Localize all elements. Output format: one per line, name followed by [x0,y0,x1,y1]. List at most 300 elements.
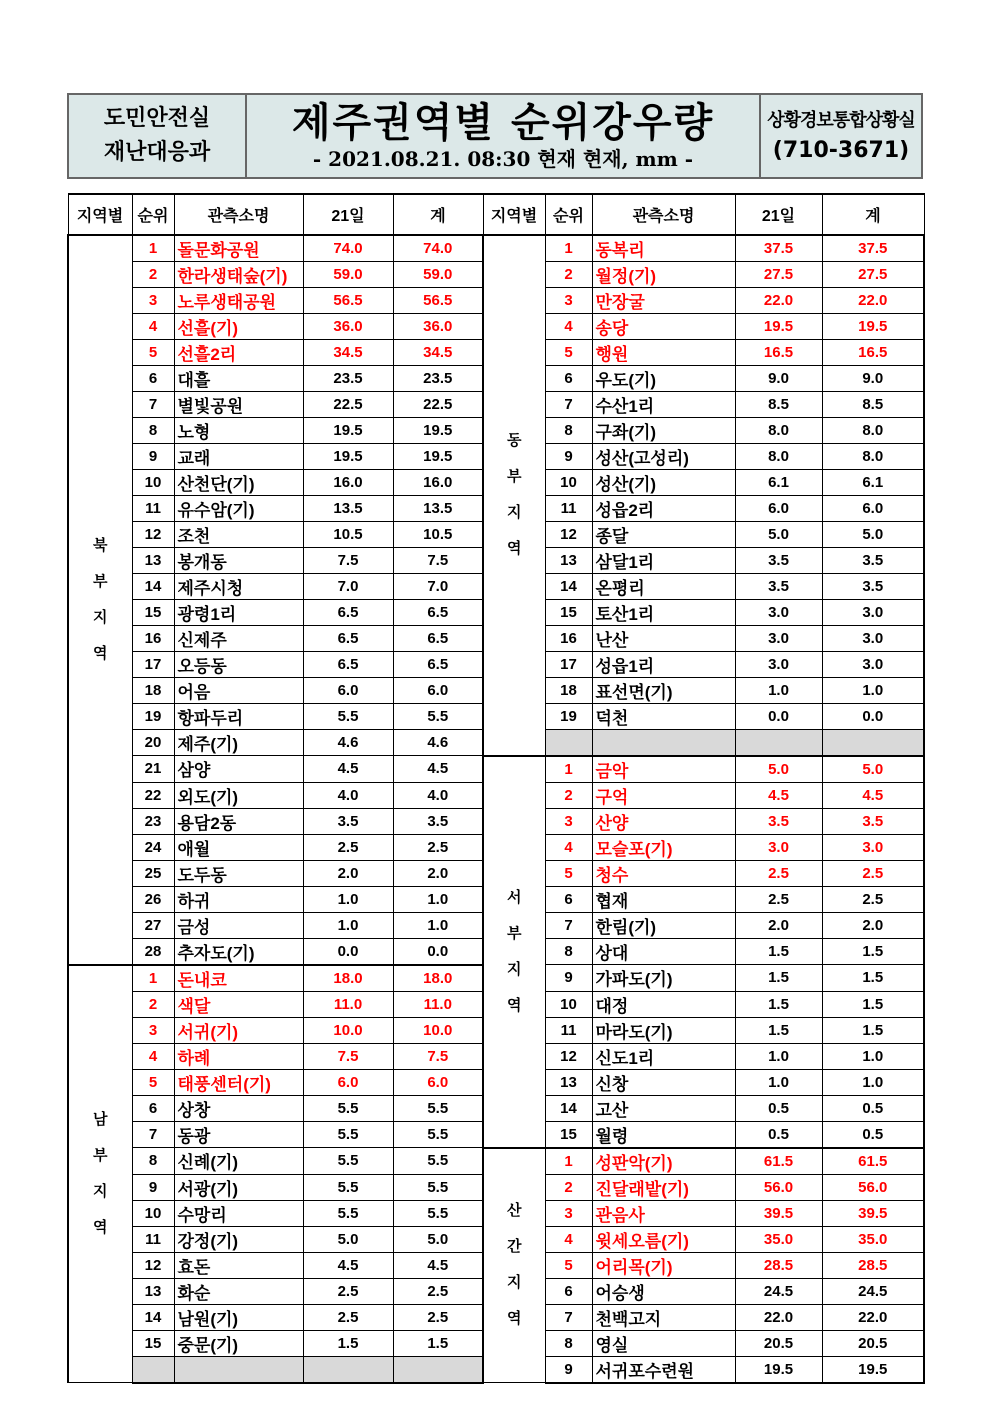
total-rainfall-cell: 4.0 [393,782,483,808]
rank-cell: 6 [545,886,592,912]
day-rainfall-cell: 3.0 [735,600,822,626]
region-label [483,756,545,1148]
day-rainfall-cell: 3.0 [735,626,822,652]
region-label-text: 북부지역 [93,536,108,662]
rank-cell: 3 [545,808,592,834]
station-name-cell: 성산(기) [592,470,735,496]
rank-cell: 6 [545,1278,592,1304]
station-name-cell: 대정 [592,991,735,1017]
rank-cell: 22 [132,782,174,808]
rank-cell: 19 [132,704,174,730]
rank-cell: 14 [132,1304,174,1330]
empty-cell [393,1356,483,1383]
station-name-cell: 한림(기) [592,912,735,938]
total-rainfall-cell: 5.0 [822,756,924,783]
total-rainfall-cell: 5.0 [822,522,924,548]
total-rainfall-cell: 6.0 [393,1069,483,1095]
station-name-cell: 봉개동 [174,548,303,574]
total-rainfall-cell: 59.0 [393,262,483,288]
station-name-cell: 삼달1리 [592,548,735,574]
day-rainfall-cell: 6.5 [303,600,393,626]
day-rainfall-cell: 0.0 [303,938,393,965]
rank-cell: 3 [132,1017,174,1043]
day-rainfall-cell: 0.5 [735,1121,822,1148]
rank-cell: 1 [545,1148,592,1175]
station-name-cell: 온평리 [592,574,735,600]
station-name-cell: 송당 [592,314,735,340]
rank-cell: 11 [545,496,592,522]
total-rainfall-cell: 4.6 [393,730,483,756]
station-name-cell: 산천단(기) [174,470,303,496]
day-rainfall-cell: 5.0 [735,756,822,783]
station-name-cell: 행원 [592,340,735,366]
office-name: 상황경보통합상황실 [767,110,915,131]
rank-cell: 5 [132,340,174,366]
station-name-cell: 난산 [592,626,735,652]
station-name-cell: 신례(기) [174,1148,303,1175]
rank-cell: 2 [545,262,592,288]
day-rainfall-cell: 34.5 [303,340,393,366]
rank-cell: 10 [132,470,174,496]
total-rainfall-cell: 5.0 [393,1226,483,1252]
title-box [247,95,761,177]
total-rainfall-cell: 5.5 [393,1095,483,1121]
total-rainfall-cell: 6.5 [393,652,483,678]
station-name-cell: 남원(기) [174,1304,303,1330]
total-rainfall-cell: 2.5 [822,886,924,912]
day-rainfall-cell: 28.5 [735,1252,822,1278]
total-rainfall-cell: 19.5 [822,1356,924,1383]
col-header-region: 지역별 [68,194,132,235]
station-name-cell: 수망리 [174,1200,303,1226]
station-name-cell: 서귀(기) [174,1017,303,1043]
day-rainfall-cell: 4.6 [303,730,393,756]
total-rainfall-cell: 5.5 [393,704,483,730]
rank-cell: 11 [132,496,174,522]
total-rainfall-cell: 24.5 [822,1278,924,1304]
station-name-cell: 우도(기) [592,366,735,392]
rank-cell: 18 [545,678,592,704]
station-name-cell: 하귀 [174,886,303,912]
day-rainfall-cell: 7.5 [303,548,393,574]
rank-cell: 12 [132,1252,174,1278]
rank-cell: 23 [132,808,174,834]
rank-cell: 2 [545,1174,592,1200]
day-rainfall-cell: 22.0 [735,288,822,314]
total-rainfall-cell: 1.5 [822,991,924,1017]
day-rainfall-cell: 1.0 [735,1069,822,1095]
total-rainfall-cell: 16.5 [822,340,924,366]
day-rainfall-cell: 5.0 [303,1226,393,1252]
day-rainfall-cell: 74.0 [303,235,393,262]
day-rainfall-cell: 2.5 [735,860,822,886]
day-rainfall-cell: 56.0 [735,1174,822,1200]
total-rainfall-cell: 34.5 [393,340,483,366]
rank-cell: 12 [545,522,592,548]
station-name-cell: 고산 [592,1095,735,1121]
day-rainfall-cell: 59.0 [303,262,393,288]
total-rainfall-cell: 3.0 [822,626,924,652]
rank-cell: 5 [545,1252,592,1278]
station-name-cell: 금성 [174,912,303,938]
region-label-text: 동부지역 [507,432,522,558]
day-rainfall-cell: 1.5 [735,991,822,1017]
total-rainfall-cell: 39.5 [822,1200,924,1226]
total-rainfall-cell: 28.5 [822,1252,924,1278]
station-name-cell: 신도1리 [592,1043,735,1069]
day-rainfall-cell: 16.0 [303,470,393,496]
total-rainfall-cell: 11.0 [393,991,483,1017]
total-rainfall-cell: 56.5 [393,288,483,314]
station-name-cell: 만장굴 [592,288,735,314]
total-rainfall-cell: 1.0 [393,886,483,912]
total-rainfall-cell: 6.5 [393,600,483,626]
total-rainfall-cell: 7.0 [393,574,483,600]
day-rainfall-cell: 3.0 [735,834,822,860]
station-name-cell: 돈내코 [174,965,303,992]
rank-cell: 6 [132,366,174,392]
station-name-cell: 애월 [174,834,303,860]
rank-cell: 7 [545,392,592,418]
rank-cell: 10 [545,991,592,1017]
station-name-cell: 성읍2리 [592,496,735,522]
day-rainfall-cell: 10.5 [303,522,393,548]
total-rainfall-cell: 3.5 [822,808,924,834]
day-rainfall-cell: 6.5 [303,626,393,652]
station-name-cell: 성읍1리 [592,652,735,678]
station-name-cell: 유수암(기) [174,496,303,522]
station-name-cell: 금악 [592,756,735,783]
station-name-cell: 수산1리 [592,392,735,418]
total-rainfall-cell: 2.5 [393,1304,483,1330]
day-rainfall-cell: 7.0 [303,574,393,600]
region-label-text: 서부지역 [507,888,522,1014]
department-line-2: 재난대응과 [103,140,211,165]
station-name-cell: 노형 [174,418,303,444]
total-rainfall-cell: 20.5 [822,1330,924,1356]
day-rainfall-cell: 56.5 [303,288,393,314]
station-name-cell: 돌문화공원 [174,235,303,262]
day-rainfall-cell: 3.5 [303,808,393,834]
region-label-text: 남부지역 [93,1110,108,1236]
rank-cell: 6 [545,366,592,392]
total-rainfall-cell: 1.5 [393,1330,483,1356]
rank-cell: 28 [132,938,174,965]
report-header [67,93,923,179]
station-name-cell: 월령 [592,1121,735,1148]
empty-cell [545,730,592,756]
day-rainfall-cell: 19.5 [735,314,822,340]
rank-cell: 3 [545,1200,592,1226]
day-rainfall-cell: 23.5 [303,366,393,392]
day-rainfall-cell: 0.5 [735,1095,822,1121]
station-name-cell: 광령1리 [174,600,303,626]
office-box [761,95,921,177]
region-label [68,965,132,1383]
total-rainfall-cell: 6.5 [393,626,483,652]
total-rainfall-cell: 6.1 [822,470,924,496]
rank-cell: 5 [545,860,592,886]
day-rainfall-cell: 18.0 [303,965,393,992]
total-rainfall-cell: 0.5 [822,1121,924,1148]
station-name-cell: 성산(고성리) [592,444,735,470]
total-rainfall-cell: 18.0 [393,965,483,992]
day-rainfall-cell: 4.5 [735,782,822,808]
day-rainfall-cell: 6.0 [735,496,822,522]
day-rainfall-cell: 2.0 [303,860,393,886]
total-rainfall-cell: 5.5 [393,1174,483,1200]
region-label [483,1148,545,1383]
col-header-station: 관측소명 [174,194,303,235]
rank-cell: 8 [545,1330,592,1356]
total-rainfall-cell: 1.0 [822,1069,924,1095]
day-rainfall-cell: 13.5 [303,496,393,522]
rank-cell: 4 [545,834,592,860]
day-rainfall-cell: 2.5 [303,1278,393,1304]
rank-cell: 7 [132,392,174,418]
rank-cell: 24 [132,834,174,860]
day-rainfall-cell: 3.5 [735,574,822,600]
region-label [68,235,132,965]
day-rainfall-cell: 6.0 [303,1069,393,1095]
station-name-cell: 성판악(기) [592,1148,735,1175]
station-name-cell: 신창 [592,1069,735,1095]
station-name-cell: 종달 [592,522,735,548]
rank-cell: 19 [545,704,592,730]
station-name-cell: 동복리 [592,235,735,262]
day-rainfall-cell: 2.5 [303,834,393,860]
total-rainfall-cell: 3.0 [822,652,924,678]
station-name-cell: 태풍센터(기) [174,1069,303,1095]
total-rainfall-cell: 61.5 [822,1148,924,1175]
col-header-rank: 순위 [132,194,174,235]
day-rainfall-cell: 3.5 [735,548,822,574]
station-name-cell: 윗세오름(기) [592,1226,735,1252]
rank-cell: 6 [132,1095,174,1121]
empty-cell [592,730,735,756]
day-rainfall-cell: 20.5 [735,1330,822,1356]
total-rainfall-cell: 74.0 [393,235,483,262]
station-name-cell: 덕천 [592,704,735,730]
total-rainfall-cell: 2.0 [393,860,483,886]
station-name-cell: 구억 [592,782,735,808]
day-rainfall-cell: 1.5 [735,965,822,992]
station-name-cell: 어승생 [592,1278,735,1304]
day-rainfall-cell: 5.5 [303,1174,393,1200]
station-name-cell: 조천 [174,522,303,548]
rank-cell: 9 [132,444,174,470]
rank-cell: 2 [545,782,592,808]
rank-cell: 20 [132,730,174,756]
day-rainfall-cell: 5.5 [303,1148,393,1175]
report-timestamp: - 2021.08.21. 08:30 현재 현재, mm - [312,147,694,171]
total-rainfall-cell: 36.0 [393,314,483,340]
total-rainfall-cell: 3.5 [822,548,924,574]
total-rainfall-cell: 1.0 [822,1043,924,1069]
day-rainfall-cell: 6.0 [303,678,393,704]
total-rainfall-cell: 3.5 [822,574,924,600]
total-rainfall-cell: 1.5 [822,938,924,965]
day-rainfall-cell: 22.0 [735,1304,822,1330]
total-rainfall-cell: 1.0 [822,678,924,704]
station-name-cell: 강정(기) [174,1226,303,1252]
empty-cell [174,1356,303,1383]
rank-cell: 7 [545,1304,592,1330]
station-name-cell: 선흘(기) [174,314,303,340]
rank-cell: 2 [132,262,174,288]
day-rainfall-cell: 37.5 [735,235,822,262]
day-rainfall-cell: 1.0 [735,1043,822,1069]
rank-cell: 15 [545,600,592,626]
total-rainfall-cell: 1.0 [393,912,483,938]
rank-cell: 15 [545,1121,592,1148]
station-name-cell: 표선면(기) [592,678,735,704]
day-rainfall-cell: 19.5 [735,1356,822,1383]
total-rainfall-cell: 0.0 [822,704,924,730]
total-rainfall-cell: 7.5 [393,1043,483,1069]
rank-cell: 1 [545,235,592,262]
rank-cell: 1 [132,965,174,992]
station-name-cell: 하례 [174,1043,303,1069]
day-rainfall-cell: 2.5 [303,1304,393,1330]
total-rainfall-cell: 5.5 [393,1148,483,1175]
rank-cell: 14 [545,574,592,600]
total-rainfall-cell: 1.5 [822,965,924,992]
department-line-1: 도민안전실 [103,106,211,131]
total-rainfall-cell: 4.5 [393,1252,483,1278]
region-label-text: 산간지역 [507,1202,522,1328]
rank-cell: 27 [132,912,174,938]
total-rainfall-cell: 56.0 [822,1174,924,1200]
day-rainfall-cell: 4.5 [303,1252,393,1278]
total-rainfall-cell: 37.5 [822,235,924,262]
total-rainfall-cell: 16.0 [393,470,483,496]
col-header-day: 21일 [735,194,822,235]
total-rainfall-cell: 19.5 [393,418,483,444]
station-name-cell: 구좌(기) [592,418,735,444]
rank-cell: 7 [545,912,592,938]
table-row [68,235,924,262]
rank-cell: 13 [545,548,592,574]
rank-cell: 12 [132,522,174,548]
total-rainfall-cell: 22.5 [393,392,483,418]
empty-cell [735,730,822,756]
rank-cell: 26 [132,886,174,912]
rank-cell: 9 [545,965,592,992]
day-rainfall-cell: 5.5 [303,704,393,730]
day-rainfall-cell: 1.0 [303,912,393,938]
rank-cell: 3 [545,288,592,314]
rank-cell: 8 [545,418,592,444]
total-rainfall-cell: 3.0 [822,834,924,860]
day-rainfall-cell: 8.0 [735,444,822,470]
empty-cell [303,1356,393,1383]
station-name-cell: 산양 [592,808,735,834]
total-rainfall-cell: 9.0 [822,366,924,392]
station-name-cell: 토산1리 [592,600,735,626]
rank-cell: 1 [132,235,174,262]
office-phone: (710-3671) [772,138,910,163]
day-rainfall-cell: 9.0 [735,366,822,392]
rank-cell: 3 [132,288,174,314]
total-rainfall-cell: 6.0 [393,678,483,704]
total-rainfall-cell: 7.5 [393,548,483,574]
total-rainfall-cell: 27.5 [822,262,924,288]
region-label [483,235,545,756]
day-rainfall-cell: 39.5 [735,1200,822,1226]
day-rainfall-cell: 24.5 [735,1278,822,1304]
day-rainfall-cell: 1.0 [303,886,393,912]
day-rainfall-cell: 5.5 [303,1095,393,1121]
day-rainfall-cell: 35.0 [735,1226,822,1252]
station-name-cell: 선흘2리 [174,340,303,366]
total-rainfall-cell: 2.5 [393,834,483,860]
col-header-rank: 순위 [545,194,592,235]
station-name-cell: 모슬포(기) [592,834,735,860]
station-name-cell: 가파도(기) [592,965,735,992]
rank-cell: 13 [545,1069,592,1095]
station-name-cell: 별빛공원 [174,392,303,418]
station-name-cell: 오등동 [174,652,303,678]
total-rainfall-cell: 3.5 [393,808,483,834]
total-rainfall-cell: 2.5 [393,1278,483,1304]
day-rainfall-cell: 2.5 [735,886,822,912]
rank-cell: 5 [545,340,592,366]
total-rainfall-cell: 19.5 [822,314,924,340]
day-rainfall-cell: 5.5 [303,1121,393,1148]
rank-cell: 7 [132,1121,174,1148]
day-rainfall-cell: 27.5 [735,262,822,288]
day-rainfall-cell: 11.0 [303,991,393,1017]
rank-cell: 1 [545,756,592,783]
station-name-cell: 제주시청 [174,574,303,600]
rank-cell: 21 [132,756,174,783]
station-name-cell: 동광 [174,1121,303,1148]
empty-cell [132,1356,174,1383]
day-rainfall-cell: 19.5 [303,418,393,444]
day-rainfall-cell: 8.0 [735,418,822,444]
rank-cell: 14 [545,1095,592,1121]
rank-cell: 5 [132,1069,174,1095]
station-name-cell: 서귀포수련원 [592,1356,735,1383]
total-rainfall-cell: 35.0 [822,1226,924,1252]
total-rainfall-cell: 22.0 [822,288,924,314]
day-rainfall-cell: 5.5 [303,1200,393,1226]
day-rainfall-cell: 1.0 [735,678,822,704]
day-rainfall-cell: 3.5 [735,808,822,834]
station-name-cell: 협재 [592,886,735,912]
station-name-cell: 교래 [174,444,303,470]
total-rainfall-cell: 13.5 [393,496,483,522]
day-rainfall-cell: 5.0 [735,522,822,548]
page-title: 제주권역별 순위강우량 [291,100,715,146]
station-name-cell: 항파두리 [174,704,303,730]
station-name-cell: 색달 [174,991,303,1017]
day-rainfall-cell: 1.5 [735,938,822,965]
empty-cell [822,730,924,756]
day-rainfall-cell: 6.1 [735,470,822,496]
day-rainfall-cell: 10.0 [303,1017,393,1043]
day-rainfall-cell: 19.5 [303,444,393,470]
table-row [68,756,924,783]
table-header-row [68,194,924,235]
station-name-cell: 중문(기) [174,1330,303,1356]
rank-cell: 25 [132,860,174,886]
rank-cell: 16 [545,626,592,652]
total-rainfall-cell: 2.5 [822,860,924,886]
rank-cell: 8 [132,1148,174,1175]
rank-cell: 8 [545,938,592,965]
